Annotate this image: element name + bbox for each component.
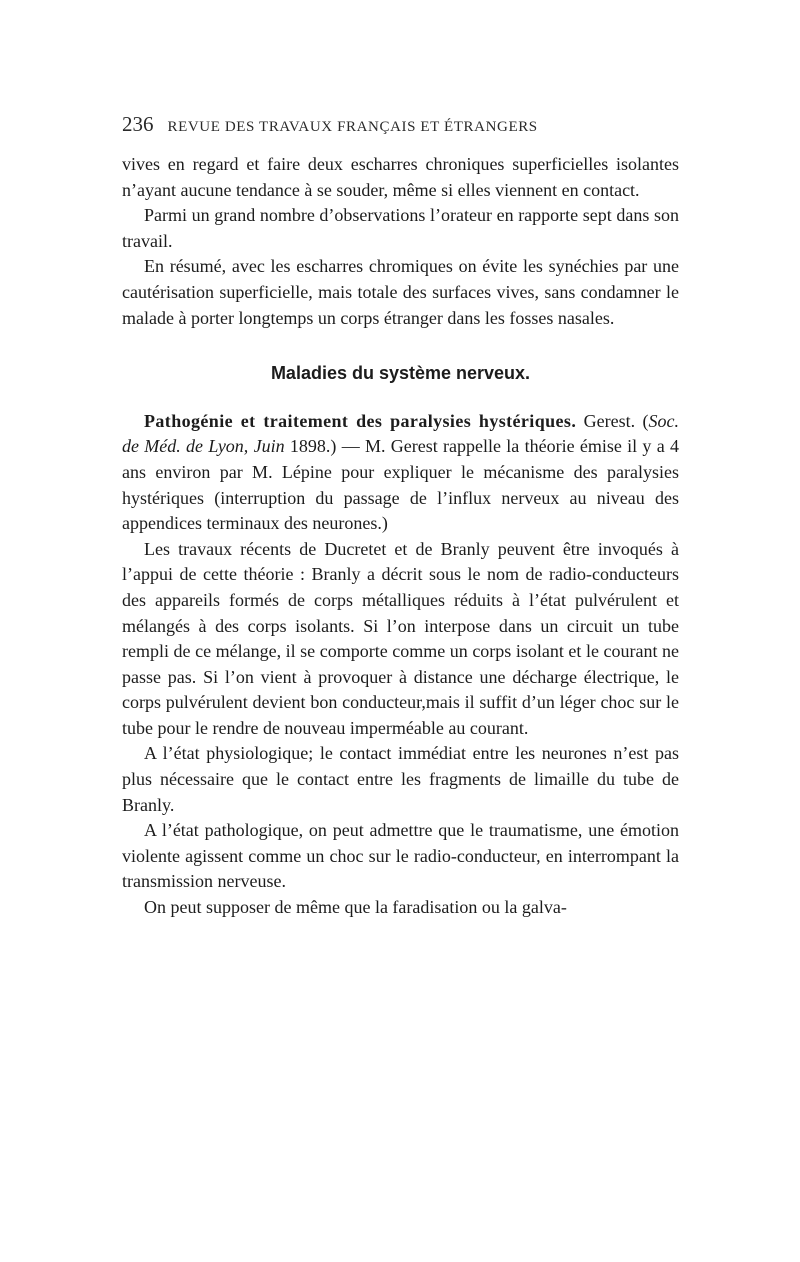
paragraph: vives en regard et faire deux escharres chroniques superficielles isolantes n’ayant aucune tendance à se souder, même si elles viennent en contact. [122, 154, 679, 200]
article-intro-text: — M. Gerest rappelle la théorie émise il y a 4 ans environ par M. Lépine pour expliquer le mécanisme des paralysies hystériques (interruption du passage de l’influx nerveux au niveau des appendices terminaux des neurones.) [122, 436, 680, 534]
article-intro [122, 409, 679, 537]
paragraph: A l’état physiologique; le contact immédiat entre les neurones n’est pas plus nécessaire que le contact entre les fragments de limaille du tube de Branly. [122, 743, 679, 815]
running-head [122, 112, 682, 137]
paragraph: Les travaux récents de Ducretet et de Branly peuvent être invoqués à l’appui de cette théorie : Branly a décrit sous le nom de radio-conducteurs des appareils formés de corps métalliques réduits à l’état pulvérulent et mélangés à des corps isolants. Si l’on interpose dans un circuit un tube rempli de ce mélange, il se comporte comme un corps isolant et le courant ne passe pas. Si l’on vient à provoquer à distance une décharge électrique, le corps pulvérulent devient bon conducteur,mais il suffit d’un léger choc sur le tube pour le rendre de nouveau imperméable au courant. [122, 538, 679, 738]
body-text [122, 152, 679, 921]
reference-year: 1898.) [289, 436, 337, 457]
running-title: REVUE DES TRAVAUX FRANÇAIS ET ÉTRANGERS [167, 119, 538, 135]
reference-open: ( [642, 410, 649, 431]
article-title: Pathogénie et traitement des paralysies hystériques. [144, 410, 577, 431]
paragraph: En résumé, avec les escharres chromiques on évite les synéchies par une cautérisation superficielle, mais totale des surfaces vives, sans condamner le malade à porter longtemps un corps étranger dans les fosses nasales. [122, 256, 679, 328]
reference-journal: Soc. de Méd. de Lyon, Juin [122, 410, 680, 457]
article-author: Gerest. [583, 410, 636, 431]
paragraph: Parmi un grand nombre d’observations l’orateur en rapporte sept dans son travail. [122, 205, 679, 251]
paragraph: A l’état pathologique, on peut admettre que le traumatisme, une émotion violente agissent comme un choc sur le radio-conducteur, en interrompant la transmission nerveuse. [122, 820, 679, 892]
paragraph: On peut supposer de même que la faradisation ou la galva- [144, 897, 567, 918]
section-heading: Maladies du système nerveux. [270, 363, 531, 384]
page-number: 236 [122, 112, 154, 136]
